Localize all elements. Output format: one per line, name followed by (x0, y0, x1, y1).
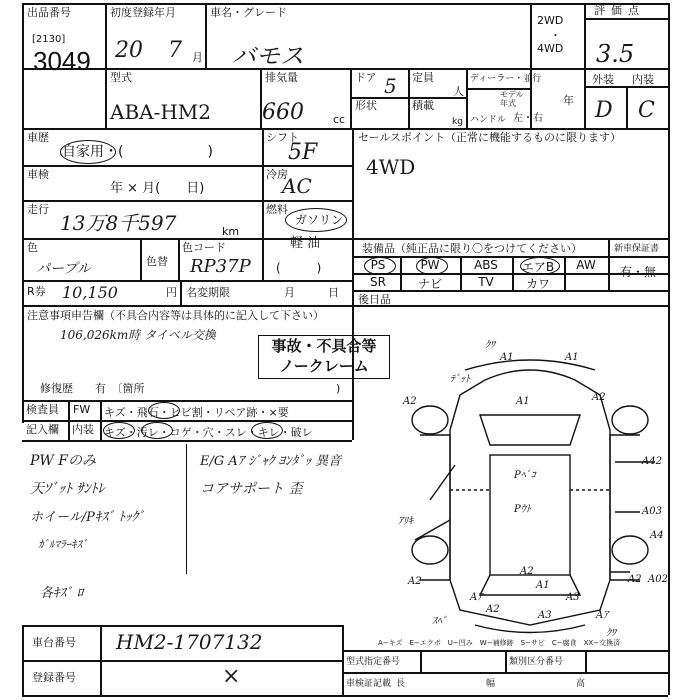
remark-line: ホイール/Pｷｽﾞ ﾄｯｸﾞ (30, 510, 145, 525)
car-name-label: 車名・グレード (210, 6, 287, 19)
name-change-label: 名変期限 (186, 286, 230, 299)
name-change-month: 月 (284, 286, 295, 299)
color-code: RP37P (190, 256, 251, 277)
equipment-navi: ナビ (417, 277, 442, 291)
new-car-warranty-value: 有・無 (620, 265, 657, 279)
fw-items: キズ・飛石・ヒビ割・リペア跡・×要 (104, 406, 289, 419)
dirt-circle (141, 422, 173, 439)
overall-score: 3.5 (596, 40, 635, 68)
interior-inspect-label: 内装 (72, 423, 94, 436)
kg-unit: kg (452, 117, 463, 127)
stone-chip-circle (148, 402, 180, 419)
shape-label: 形状 (355, 99, 377, 112)
certificate-label: 車検証記載 (346, 679, 392, 689)
inspector-label-top: 検査員 (26, 403, 59, 416)
car-name: バモス (232, 42, 304, 70)
vehicle-damage-diagram (395, 340, 670, 640)
registration-year: 20 (115, 38, 143, 63)
damage-legend: A−キズ E−エクボ U−凹み W−補修跡 S−サビ C−腐食 XX−交換済 (378, 639, 621, 647)
remark-line: 各ｷｽﾞ ﾛ (40, 586, 84, 601)
damage-mark: A1 (500, 352, 514, 363)
equipment-sr: SR (370, 275, 386, 289)
inspection-value: 年 × 月( 日) (110, 181, 205, 196)
damage-mark: A03 (642, 506, 662, 517)
interior-items: キズ・汚レ・コゲ・穴・スレ・キレ・破レ (104, 426, 313, 439)
history-label: 車歴 (27, 131, 49, 144)
remark-line: ｶﾞﾙﾏﾗｰｷｽﾞ (38, 538, 88, 551)
damage-mark: ｸﾜ (485, 340, 495, 351)
registration-number: × (222, 664, 241, 689)
equipment-pw: PW (420, 258, 440, 272)
scratch-circle (103, 422, 135, 439)
damage-mark: A3 (538, 610, 552, 621)
equipment-abs: ABS (474, 258, 498, 272)
month-unit: 月 (192, 51, 203, 64)
notes-text: 106,026km時 タイベル交換 (60, 328, 216, 342)
first-registration-label: 初度登録年月 (110, 6, 176, 19)
damage-mark: A2 (592, 392, 606, 403)
doors: 5 (384, 74, 397, 98)
ps-circle (364, 257, 396, 275)
handle-options: 左・右 (513, 113, 543, 124)
lot-number-label: 出品番号 (27, 6, 71, 19)
damage-mark: ﾃﾞｯﾄ (450, 374, 470, 385)
damage-mark: A1 (565, 352, 579, 363)
model-year-label: モデル 年式 (500, 90, 524, 108)
color-code-label: 色コード (182, 241, 226, 254)
equipment-label: 装備品（純正品に限り〇をつけてください） (362, 242, 582, 255)
fuel-diesel: 軽 油 (290, 236, 321, 251)
remark-line: E/G Aｱ ｼﾞｬｸ ﾖﾝﾀﾞｯ 異音 (200, 454, 342, 469)
displacement: 660 (262, 100, 304, 125)
interior-label: 内装 (632, 73, 654, 86)
lot-number-sub: [2130] (32, 34, 66, 45)
remark-line: 天ｿﾞｯﾄ ｻﾝﾄﾚ (30, 481, 105, 497)
class-number-label: 類別区分番号 (509, 657, 564, 667)
no-claim-notice-text: 事故・不具合等 ノークレーム (271, 337, 377, 375)
registration-month: 7 (168, 38, 182, 63)
aircon-value: AC (282, 174, 312, 198)
handle-label: ハンドル (470, 115, 507, 125)
damage-mark: A1 (536, 580, 550, 591)
color-change-label: 色替 (146, 255, 168, 268)
later-items-label: 後日品 (358, 293, 391, 306)
mileage-label: 走行 (27, 203, 49, 216)
mileage-value: 13万8千597 (60, 211, 177, 235)
equipment-leather: カワ (525, 277, 550, 291)
chassis-number: HM2-1707132 (116, 630, 263, 654)
damage-mark: Aｱ (596, 610, 609, 621)
notes-label: 注意事項申告欄（不具合内容等は具体的に記入して下さい） (27, 309, 324, 322)
repair-history-label: 修復歴 有 〔箇所 (40, 382, 145, 395)
repair-history-close: ) (336, 382, 341, 395)
gasoline-circle (285, 208, 347, 232)
equipment-ps: PS (370, 258, 386, 272)
damage-mark: ｽﾍﾟ (432, 616, 447, 627)
inspector-label-bottom: 記入欄 (26, 423, 59, 436)
fuel-gasoline: ガソリン (295, 213, 344, 227)
displacement-label: 排気量 (265, 71, 298, 84)
remark-line: コアサポート 歪 (200, 481, 303, 497)
wear-circle (251, 422, 283, 439)
inspection-label: 車検 (27, 168, 49, 181)
equipment-aw: AW (576, 258, 596, 272)
damage-mark: A2 (520, 566, 534, 577)
sales-point: 4WD (366, 155, 416, 179)
damage-mark: A2 (628, 574, 642, 585)
type-number-label: 型式指定番号 (346, 657, 401, 667)
fuel-label: 燃料 (266, 203, 288, 216)
new-car-warranty-label: 新車保証書 (614, 244, 660, 254)
damage-mark: A4 (650, 530, 664, 541)
fw-label: FW (73, 403, 91, 416)
damage-mark: A42 (642, 456, 662, 467)
remark-line: PW Fのみ (30, 453, 96, 469)
capacity-unit: 人 (453, 85, 464, 98)
load-label: 積載 (412, 99, 434, 112)
damage-mark: Aｱ (470, 592, 483, 603)
exterior-label: 外装 (592, 73, 614, 86)
year-unit: 年 (563, 94, 574, 107)
color-value: パープル (36, 261, 91, 277)
length-label: 長 (396, 679, 406, 689)
history-value: 自家用・( ) (62, 144, 213, 160)
name-change-day: 日 (328, 286, 339, 299)
width-label: 幅 (486, 679, 496, 689)
recycle-label: R券 (27, 285, 46, 298)
model-label: 型式 (110, 71, 132, 84)
no-claim-notice (258, 335, 390, 379)
fuel-other: ( ) (276, 261, 322, 275)
equipment-airbag: エアB (521, 260, 555, 274)
height-label: 高 (576, 679, 586, 689)
sales-point-label: セールスポイント（正常に機能するものに限ります） (358, 131, 622, 144)
color-label: 色 (27, 241, 38, 254)
aircon-label: 冷房 (266, 168, 288, 181)
damage-mark: ｸﾜ (606, 628, 616, 639)
registration-number-label: 登録番号 (32, 671, 76, 684)
exterior-grade: D (595, 98, 613, 123)
damage-mark: A2 (408, 576, 422, 587)
damage-mark: Pｳﾄ (514, 504, 531, 515)
private-use-circle (60, 140, 116, 164)
damage-mark: A2 (486, 604, 500, 615)
doors-label: ドア (355, 71, 377, 84)
shift-label: シフト (266, 131, 299, 144)
damage-mark: A1 (516, 396, 530, 407)
recycle-unit: 円 (166, 286, 177, 299)
airbag-circle (520, 257, 560, 275)
shift-value: 5F (288, 140, 318, 165)
recycle-value: 10,150 (62, 283, 118, 302)
cc-unit: cc (333, 113, 346, 126)
damage-mark: A2 (403, 396, 417, 407)
drive-2wd: 2WD (537, 14, 564, 27)
damage-mark: A02 (648, 574, 668, 585)
damage-mark: Pﾍﾞｺ (514, 470, 536, 481)
interior-grade: C (638, 98, 655, 123)
dealer-label: ディーラー・並行 (470, 74, 542, 84)
model-code: ABA-HM2 (110, 100, 211, 124)
chassis-number-label: 車台番号 (32, 636, 76, 649)
drive-separator: ・ (550, 29, 561, 42)
capacity-label: 定員 (412, 71, 434, 84)
damage-mark: A3 (566, 592, 580, 603)
score-label: 評価点 (594, 4, 645, 17)
remarks-divider (186, 444, 187, 574)
equipment-tv: TV (478, 275, 494, 289)
pw-circle (416, 257, 448, 275)
drive-4wd: 4WD (537, 42, 564, 55)
damage-mark: ｱﾘｷ (398, 516, 413, 527)
lot-number: 3049 (33, 46, 91, 76)
mileage-unit: km (222, 225, 240, 238)
